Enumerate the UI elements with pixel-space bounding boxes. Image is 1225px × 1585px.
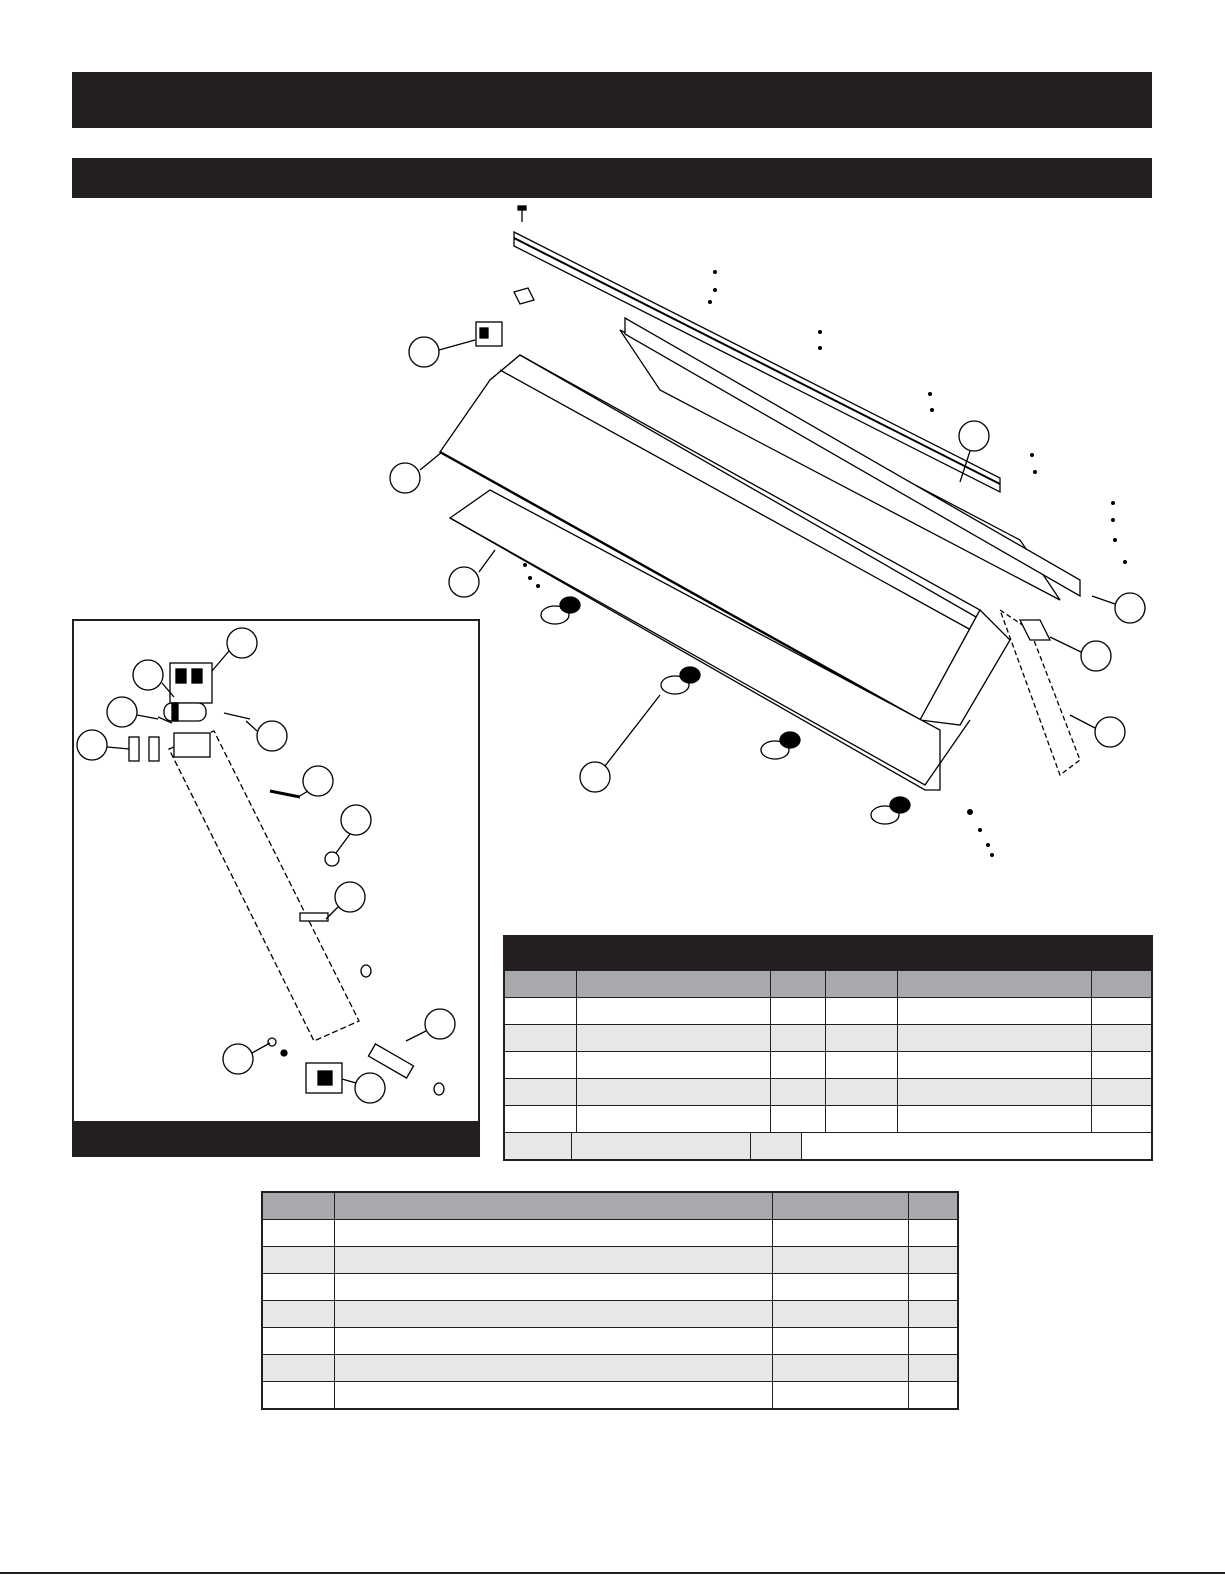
callout-circle-icon [77,730,129,760]
screw-icon [518,206,526,222]
table-cell [505,1133,572,1159]
table-row [263,1327,957,1354]
table-cell [773,1274,909,1300]
caster-foot-part [871,797,910,824]
hinge-block-part [476,322,502,346]
table-cell-empty [802,1133,1151,1159]
caster-block-part [306,1063,342,1093]
callout-circle-icon [107,697,158,727]
callout-circle-icon [212,628,257,671]
exploded-assembly-drawing [380,200,1180,900]
table-cell [335,1274,773,1300]
axle-part [300,913,328,921]
table-cell [773,1328,909,1354]
column-header [771,971,826,997]
table-cell [773,1355,909,1381]
table-cell [909,1247,957,1273]
table-cell [335,1382,773,1408]
table-cell [572,1133,751,1159]
table-cell [505,1052,577,1078]
column-header [263,1193,335,1219]
table-cell [263,1328,335,1354]
caster-foot-part [761,732,800,759]
callout-circle-icon [342,1073,385,1103]
section-title-bar [72,158,1152,198]
table-cell [1092,998,1151,1024]
table-cell [773,1382,909,1408]
table-cell [773,1220,909,1246]
table-cell [771,1052,826,1078]
table-cell [773,1247,909,1273]
table-cell [505,1106,577,1132]
bracket-clip-part [514,288,534,304]
callout-circle-icon [336,805,371,853]
table-cell [751,1133,802,1159]
table-row [505,1105,1151,1132]
column-header [335,1193,773,1219]
table-row [263,1300,957,1327]
table-row [263,1219,957,1246]
bolt-part [270,791,300,797]
table-cell [909,1274,957,1300]
table-cell [826,1052,898,1078]
callout-circle-icon [223,1043,270,1074]
table-cell [505,1025,577,1051]
table-row [505,1024,1151,1051]
column-header [909,1193,957,1219]
table-cell [898,1052,1092,1078]
callout-circle-icon [1092,593,1145,623]
table-cell [771,1106,826,1132]
callout-circle-icon [133,660,174,697]
table-row [263,1273,957,1300]
table-cell [263,1355,335,1381]
caster-foot-part [661,667,700,694]
table-cell [335,1328,773,1354]
detail-inset-drawing [74,621,478,1121]
inset-caption [74,1121,478,1155]
table-cell [771,1025,826,1051]
table-row [263,1354,957,1381]
table-cell [909,1301,957,1327]
column-header [898,971,1092,997]
table-row [505,1132,1151,1159]
table-cell [909,1382,957,1408]
parts-table [503,935,1153,1161]
table-cell [505,1079,577,1105]
callout-circle-icon [580,695,660,792]
table-cell [263,1220,335,1246]
table-header-row [263,1193,957,1219]
table-cell [898,998,1092,1024]
table-row [505,1078,1151,1105]
table-row [505,1051,1151,1078]
callout-circle-icon [390,452,442,493]
table-cell [909,1355,957,1381]
table-cell [826,998,898,1024]
table-cell [1092,1052,1151,1078]
table-cell [826,1106,898,1132]
callout-circle-icon [406,1009,455,1041]
table-cell [577,1079,771,1105]
table-cell [577,1052,771,1078]
table-row [505,997,1151,1024]
tube-part [368,1044,413,1078]
roller-part [164,703,206,721]
table-cell [773,1301,909,1327]
table-cell [263,1382,335,1408]
callout-circle-icon [246,721,287,751]
table-cell [1092,1079,1151,1105]
table-cell [826,1025,898,1051]
table-cell [335,1220,773,1246]
callout-circle-icon [1050,637,1111,671]
table-cell [909,1220,957,1246]
screw-icon [268,1038,287,1056]
table-cell [335,1301,773,1327]
table-cell [577,998,771,1024]
hinge-block-part [170,663,212,703]
table-header-row [505,970,1151,997]
end-panel-part [1000,610,1080,775]
table-cell [1092,1106,1151,1132]
table-row [263,1246,957,1273]
sleeve-part [129,737,159,761]
table-cell [263,1247,335,1273]
table-cell [909,1328,957,1354]
parts-table-title [505,937,1151,970]
page-title-bar [72,72,1152,128]
column-header [1092,971,1151,997]
column-header [826,971,898,997]
table-cell [335,1355,773,1381]
column-header [773,1193,909,1219]
table-cell [898,1106,1092,1132]
column-header [577,971,771,997]
callout-circle-icon [298,766,333,797]
table-cell [771,1079,826,1105]
table-cell [1092,1025,1151,1051]
detail-inset [72,619,480,1157]
table-row [263,1381,957,1408]
table-cell [577,1106,771,1132]
footer-rule [0,1572,1225,1574]
caster-foot-part [541,597,580,624]
table-cell [263,1274,335,1300]
callout-circle-icon [449,550,495,597]
table-cell [898,1079,1092,1105]
table-cell [263,1301,335,1327]
column-header [505,971,577,997]
table-cell [898,1025,1092,1051]
table-cell [335,1247,773,1273]
callout-circle-icon [1070,715,1125,747]
callout-circle-icon [326,882,365,919]
ring-part [325,852,339,866]
table-cell [577,1025,771,1051]
table-cell [505,998,577,1024]
table-cell [771,998,826,1024]
parts-table-secondary [261,1191,959,1410]
callout-circle-icon [409,337,475,367]
table-cell [826,1079,898,1105]
